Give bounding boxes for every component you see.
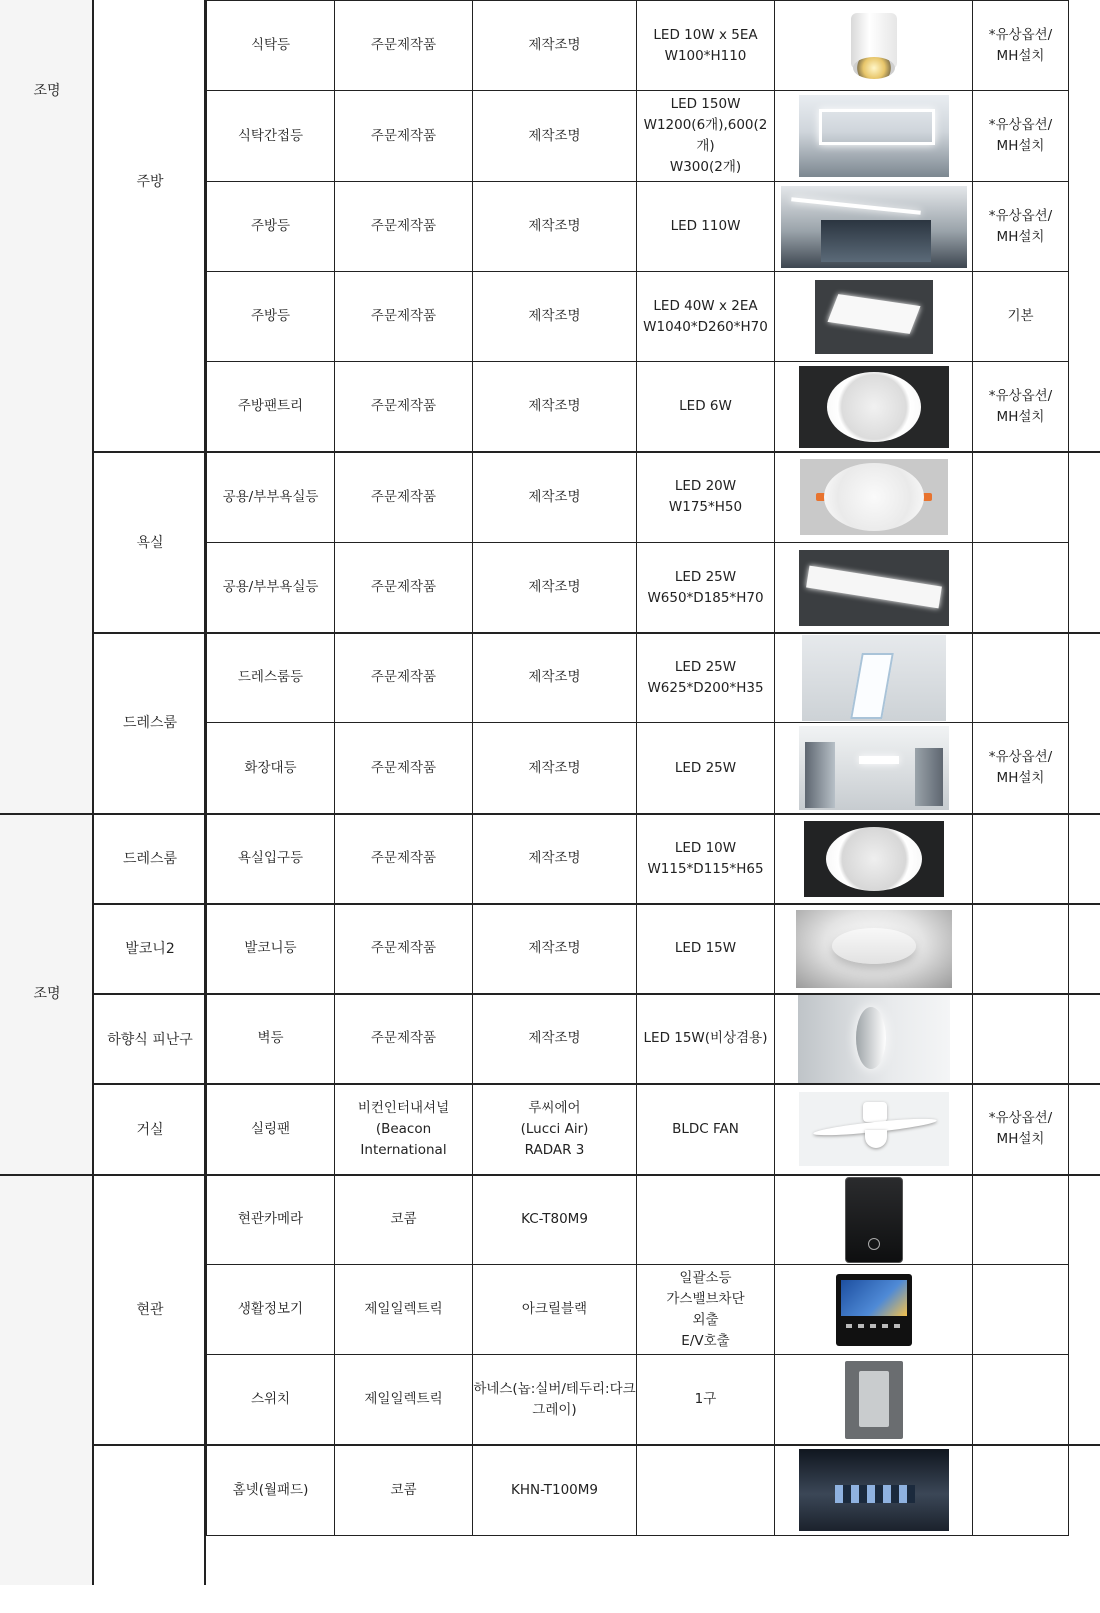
ceiling-panel-photo-thumbnail [802,635,946,721]
spec-cell: LED 15W(비상겸용) [637,994,775,1084]
kitchen-light-photo-thumbnail [781,186,967,268]
table-row [207,543,1069,633]
round-light-photo [775,362,973,452]
maker-cell: 주문제작품 [335,543,473,633]
model-cell: 제작조명 [473,543,637,633]
round-light-photo-thumbnail [799,366,949,448]
note-cell [973,994,1069,1084]
note-cell [973,904,1069,994]
flush-light-photo-thumbnail [796,910,952,988]
item-cell: 스위치 [207,1355,335,1445]
model-cell: 제작조명 [473,91,637,182]
ceiling-fan-photo [775,1084,973,1175]
model-cell: 제작조명 [473,633,637,723]
model-cell: KC-T80M9 [473,1175,637,1265]
item-cell: 벽등 [207,994,335,1084]
spec-cell: LED 110W [637,182,775,272]
item-cell: 욕실입구등 [207,814,335,904]
table-row [207,91,1069,182]
wallpad-photo-thumbnail [799,1449,949,1531]
table-row [207,452,1069,543]
flush-light-photo [775,904,973,994]
spec-cell: LED 15W [637,904,775,994]
category-label: 조명 [33,986,61,1002]
note-cell [973,452,1069,543]
maker-cell: 제일일렉트릭 [335,1265,473,1355]
round-light-photo [775,814,973,904]
item-cell: 주방등 [207,272,335,362]
maker-cell: 비컨인터내셔널 (Beacon International [335,1084,473,1175]
spec-cell: LED 20W W175*H50 [637,452,775,543]
wall-light-photo-thumbnail [798,995,950,1083]
model-cell: 제작조명 [473,182,637,272]
note-cell: *유상옵션/ MH설치 [973,1,1069,91]
item-cell: 발코니등 [207,904,335,994]
model-cell: KHN-T100M9 [473,1445,637,1536]
table-row [207,1175,1069,1265]
dressroom-photo [775,723,973,814]
model-cell: 제작조명 [473,272,637,362]
kitchen-light-photo [775,182,973,272]
maker-cell: 주문제작품 [335,452,473,543]
spec-table [206,0,1069,1536]
model-cell: 제작조명 [473,452,637,543]
door-camera-photo [775,1175,973,1265]
spec-cell: LED 25W [637,723,775,814]
table-row [207,362,1069,452]
maker-cell: 코콤 [335,1445,473,1536]
maker-cell: 주문제작품 [335,814,473,904]
item-cell: 주방팬트리 [207,362,335,452]
note-cell [973,1265,1069,1355]
ceiling-fan-photo-thumbnail [799,1092,949,1166]
note-cell: 기본 [973,272,1069,362]
spec-cell: LED 6W [637,362,775,452]
spec-cell [637,1445,775,1536]
spec-cell: LED 150W W1200(6개),600(2개) W300(2개) [637,91,775,182]
table-row [207,1355,1069,1445]
dressroom-photo-thumbnail [799,726,949,810]
note-cell: *유상옵션/ MH설치 [973,91,1069,182]
model-cell: 제작조명 [473,994,637,1084]
maker-cell: 주문제작품 [335,723,473,814]
table-row [207,272,1069,362]
note-cell [973,543,1069,633]
note-cell [973,814,1069,904]
model-cell: 제작조명 [473,362,637,452]
table-row [207,1084,1069,1175]
spec-cell: 일괄소등 가스밸브차단 외출 E/V호출 [637,1265,775,1355]
switch-photo [775,1355,973,1445]
table-row [207,904,1069,994]
note-cell: *유상옵션/ MH설치 [973,362,1069,452]
spec-cell: LED 10W W115*D115*H65 [637,814,775,904]
table-row [207,1,1069,91]
maker-cell: 코콤 [335,1175,473,1265]
info-panel-photo-thumbnail [836,1274,912,1346]
downlight-photo [775,1,973,91]
note-cell [973,633,1069,723]
maker-cell: 주문제작품 [335,633,473,723]
item-cell: 공용/부부욕실등 [207,452,335,543]
panel-light-photo-thumbnail [815,280,933,354]
item-cell: 화장대등 [207,723,335,814]
category-column [0,0,94,1585]
spec-cell [637,1175,775,1265]
panel-light-photo [775,543,973,633]
maker-cell: 제일일렉트릭 [335,1355,473,1445]
item-cell: 드레스룸등 [207,633,335,723]
spec-cell: LED 25W W625*D200*H35 [637,633,775,723]
table-row [207,633,1069,723]
category-label: 조명 [33,83,61,99]
table-row [207,723,1069,814]
item-cell: 주방등 [207,182,335,272]
area-label-entrance: 현관 [136,1302,164,1318]
table-row [207,1265,1069,1355]
model-cell: 제작조명 [473,814,637,904]
table-row [207,1445,1069,1536]
area-label-balcony: 발코니2 [125,941,175,957]
indirect-light-photo-thumbnail [799,95,949,177]
item-cell: 홈넷(월패드) [207,1445,335,1536]
area-label-dressroom: 드레스룸 [122,715,178,731]
door-camera-photo-thumbnail [845,1177,903,1263]
maker-cell: 주문제작품 [335,91,473,182]
downlight-photo-thumbnail [845,9,903,83]
spec-cell: LED 10W x 5EA W100*H110 [637,1,775,91]
ceiling-panel-photo [775,633,973,723]
wall-light-photo [775,994,973,1084]
note-cell [973,1445,1069,1536]
wallpad-photo [775,1445,973,1536]
area-label-evacuation-hatch: 하향식 피난구 [107,1032,193,1048]
round-light-photo-thumbnail [804,821,944,897]
table-row [207,994,1069,1084]
info-panel-photo [775,1265,973,1355]
round-light-photo-thumbnail [800,459,948,535]
item-cell: 생활정보기 [207,1265,335,1355]
indirect-light-photo [775,91,973,182]
area-label-bathroom: 욕실 [136,535,164,551]
item-cell: 현관카메라 [207,1175,335,1265]
panel-light-photo [775,272,973,362]
maker-cell: 주문제작품 [335,362,473,452]
item-cell: 공용/부부욕실등 [207,543,335,633]
model-cell: 하네스(놉:실버/테두리:다크 그레이) [473,1355,637,1445]
item-cell: 식탁간접등 [207,91,335,182]
area-column [94,0,206,1585]
area-label-dressroom: 드레스룸 [122,851,178,867]
table-row [207,814,1069,904]
spec-cell: LED 40W x 2EA W1040*D260*H70 [637,272,775,362]
note-cell [973,1355,1069,1445]
note-cell: *유상옵션/ MH설치 [973,723,1069,814]
category-divider [0,813,94,815]
spec-cell: LED 25W W650*D185*H70 [637,543,775,633]
maker-cell: 주문제작품 [335,994,473,1084]
table-row [207,182,1069,272]
area-label-living-room: 거실 [136,1122,164,1138]
switch-photo-thumbnail [845,1361,903,1439]
note-cell: *유상옵션/ MH설치 [973,1084,1069,1175]
spec-cell: BLDC FAN [637,1084,775,1175]
panel-light-photo-thumbnail [799,550,949,626]
model-cell: 제작조명 [473,723,637,814]
item-cell: 식탁등 [207,1,335,91]
maker-cell: 주문제작품 [335,272,473,362]
model-cell: 제작조명 [473,1,637,91]
note-cell: *유상옵션/ MH설치 [973,182,1069,272]
round-light-photo [775,452,973,543]
maker-cell: 주문제작품 [335,1,473,91]
maker-cell: 주문제작품 [335,182,473,272]
area-label-kitchen: 주방 [136,174,164,190]
spec-cell: 1구 [637,1355,775,1445]
note-cell [973,1175,1069,1265]
model-cell: 제작조명 [473,904,637,994]
model-cell: 아크릴블랙 [473,1265,637,1355]
category-divider [0,1174,94,1176]
maker-cell: 주문제작품 [335,904,473,994]
model-cell: 루씨에어 (Lucci Air) RADAR 3 [473,1084,637,1175]
item-cell: 실링팬 [207,1084,335,1175]
